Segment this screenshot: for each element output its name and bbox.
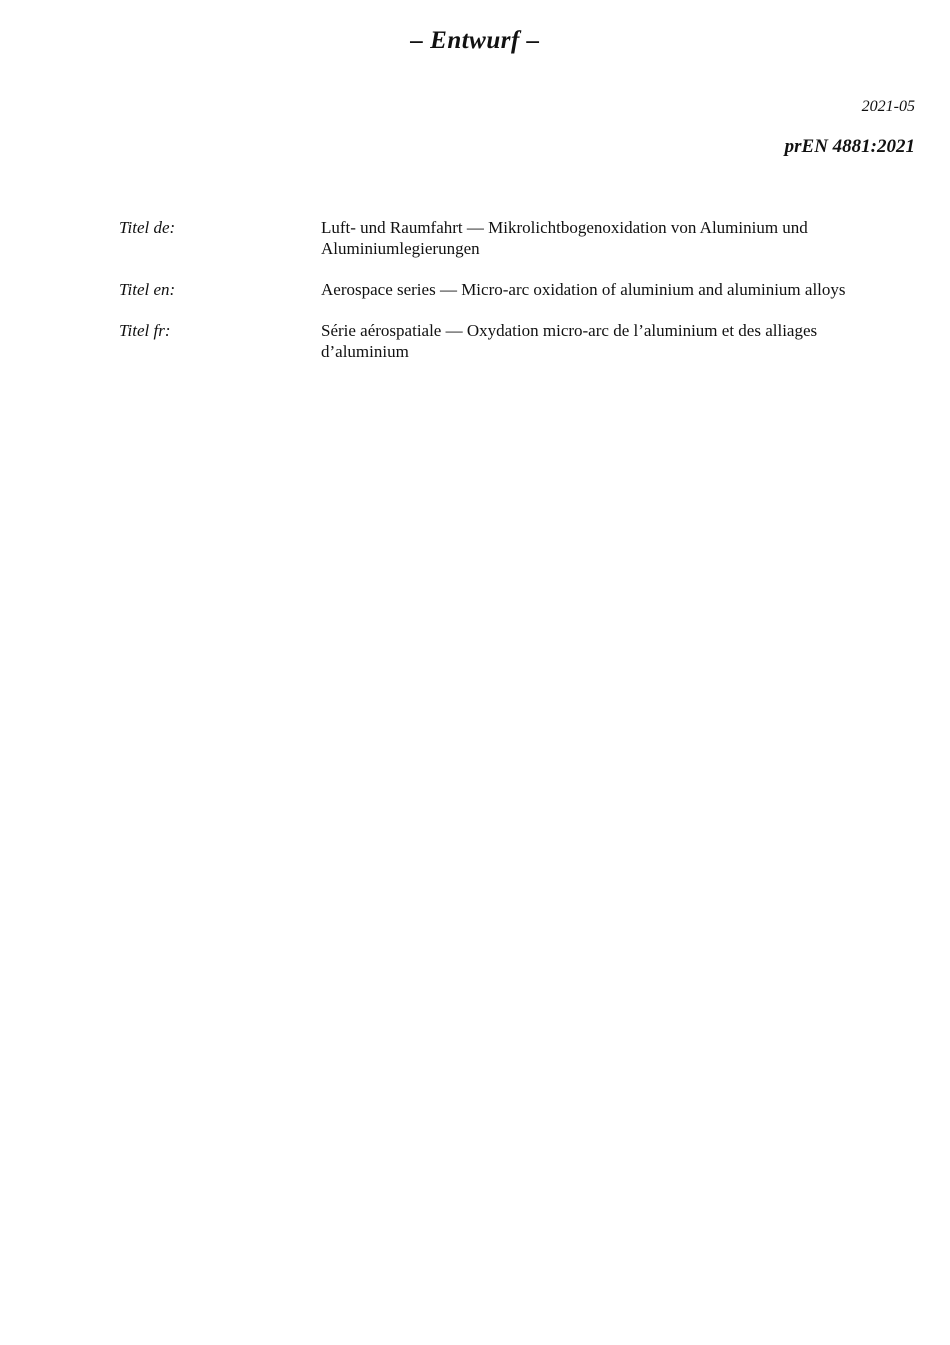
title-label-fr: Titel fr:	[119, 321, 171, 340]
title-label-de: Titel de:	[119, 218, 176, 237]
title-text-en: Aerospace series — Micro-arc oxidation of aluminium and aluminium alloys	[321, 280, 846, 299]
title-text-fr: Série aérospatiale — Oxydation micro-arc de l’aluminium et des alliages d’aluminium	[321, 321, 818, 361]
title-row-fr	[119, 320, 889, 362]
title-text-de: Luft- und Raumfahrt — Mikrolichtbogenoxidation von Aluminium und Aluminiumlegierungen	[321, 218, 808, 258]
titles-table	[119, 217, 889, 382]
title-row-en	[119, 279, 889, 300]
document-date: 2021-05	[861, 98, 915, 115]
draft-heading: – Entwurf –	[410, 27, 540, 54]
title-label-en: Titel en:	[119, 280, 176, 299]
title-row-de	[119, 217, 889, 259]
document-meta	[785, 98, 915, 158]
document-number: prEN 4881:2021	[784, 136, 915, 157]
